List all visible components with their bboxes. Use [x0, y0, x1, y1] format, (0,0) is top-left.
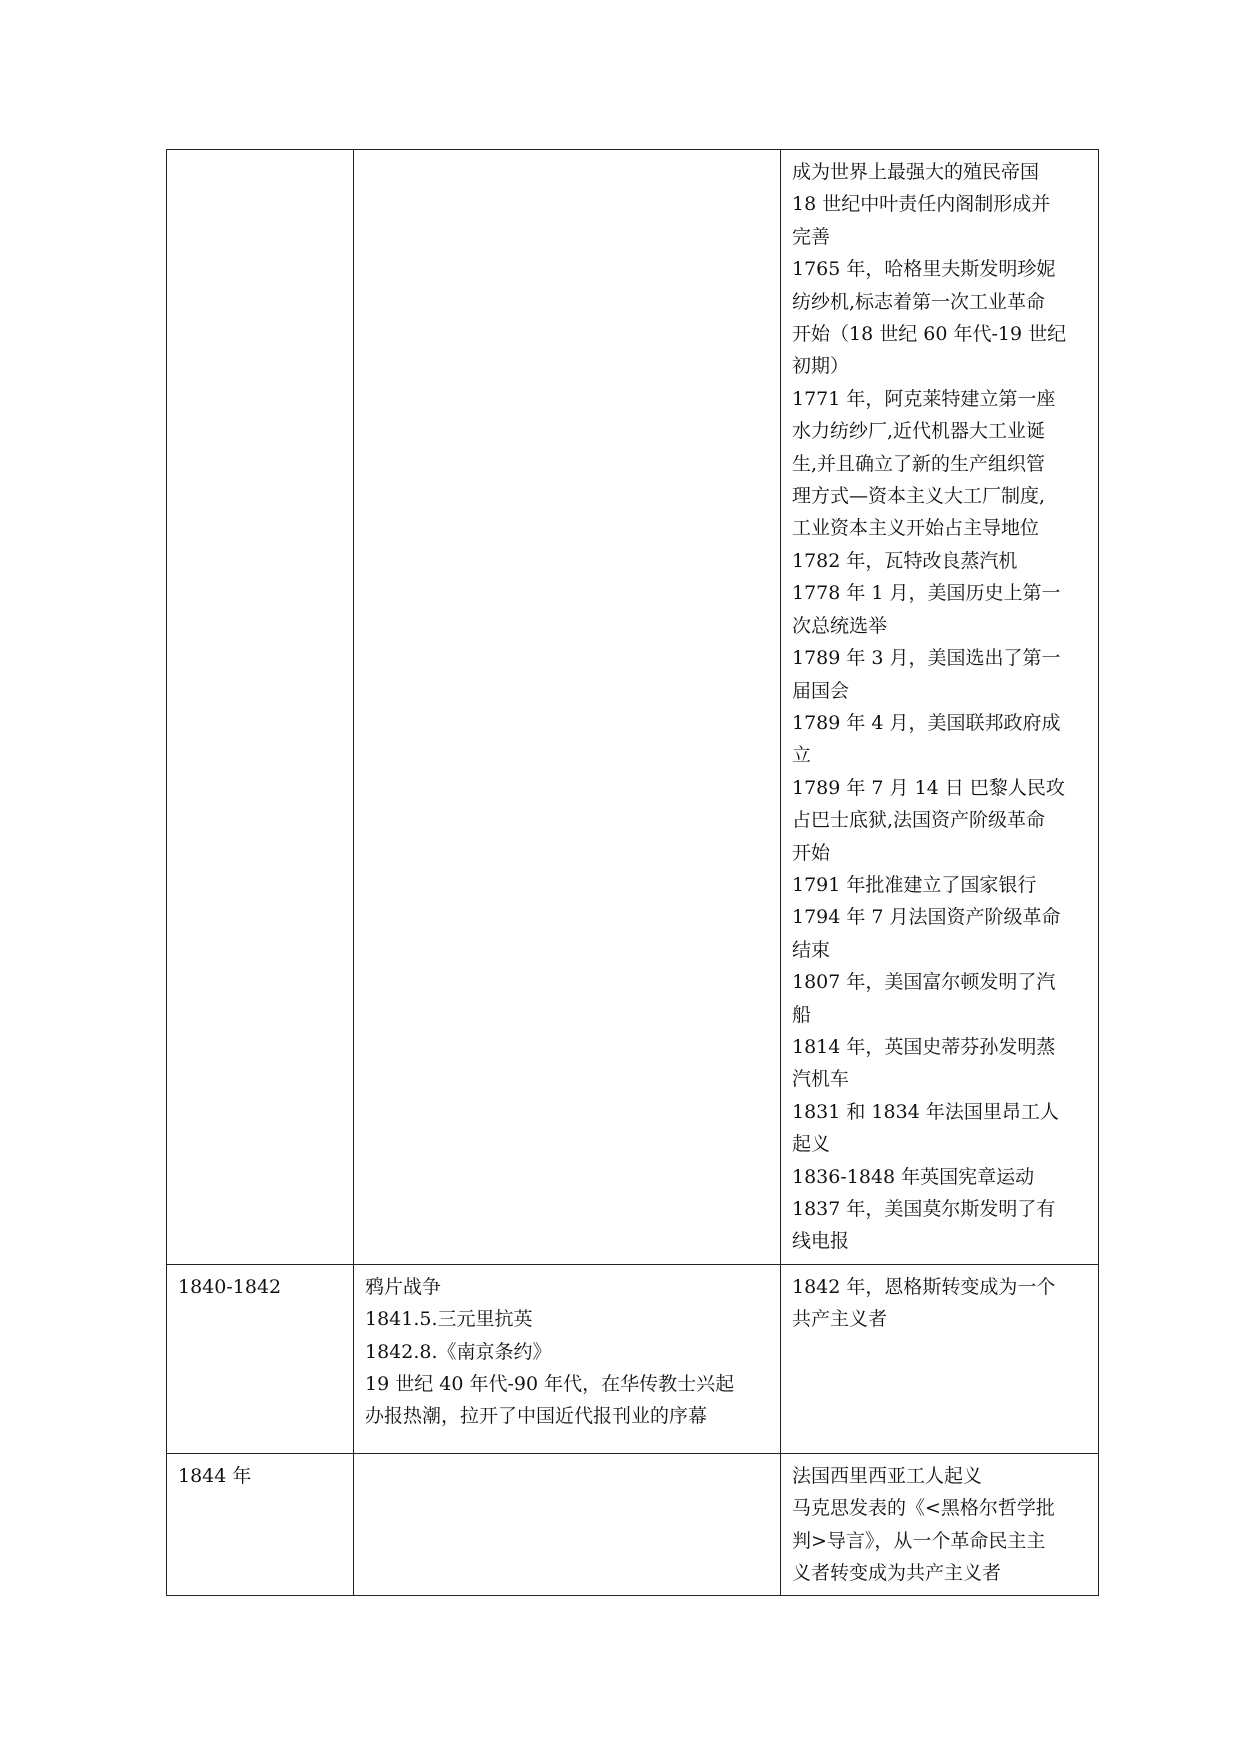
event-line: 起义 [792, 1133, 831, 1156]
event-line: 水力纺纱厂,近代机器大工业诞 [792, 420, 1046, 443]
event-line: 义者转变成为共产主义者 [792, 1562, 1002, 1585]
event-line: 届国会 [792, 679, 850, 702]
event-line: 马克思发表的《<黑格尔哲学批 [792, 1497, 1055, 1520]
china-events-cell [354, 1264, 781, 1453]
period-cell [167, 1453, 354, 1596]
event-line: 汽机车 [792, 1068, 850, 1091]
event-line: 完善 [792, 225, 831, 248]
event-line: 1789 年 7 月 14 日 巴黎人民攻 [792, 776, 1065, 799]
event-line: 纺纱机,标志着第一次工业革命 [792, 290, 1046, 313]
table-row [167, 1264, 1099, 1453]
table-row [167, 1453, 1099, 1596]
history-timeline-table [166, 149, 1099, 1596]
event-line: 鸦片战争 [365, 1275, 442, 1298]
event-line: 1771 年，阿克莱特建立第一座 [792, 387, 1056, 410]
event-line: 1842.8.《南京条约》 [365, 1340, 552, 1363]
period-text: 1844 年 [178, 1464, 252, 1487]
table-row [167, 150, 1099, 1265]
china-events-cell [354, 150, 781, 1265]
event-line: 1842 年，恩格斯转变成为一个 [792, 1275, 1056, 1298]
period-cell [167, 150, 354, 1265]
event-line: 结束 [792, 938, 831, 961]
event-line: 1837 年，美国莫尔斯发明了有 [792, 1198, 1056, 1220]
china-events-cell [354, 1453, 781, 1596]
period-text: 1840-1842 [178, 1275, 282, 1298]
event-line: 1778 年 1 月，美国历史上第一 [792, 582, 1061, 605]
event-line: 1836-1848 年英国宪章运动 [792, 1165, 1035, 1188]
event-line: 生,并且确立了新的生产组织管 [792, 452, 1046, 475]
event-line: 办报热潮，拉开了中国近代报刊业的序幕 [365, 1405, 708, 1428]
world-events-cell [781, 150, 1099, 1265]
event-line: 1791 年批准建立了国家银行 [792, 873, 1037, 896]
event-line: 判>导言》，从一个革命民主主 [792, 1529, 1046, 1552]
event-line: 法国西里西亚工人起义 [792, 1464, 983, 1487]
event-line: 工业资本主义开始占主导地位 [792, 517, 1040, 540]
event-line: 理方式—资本主义大工厂制度, [792, 485, 1046, 508]
event-line: 1841.5.三元里抗英 [365, 1308, 533, 1331]
event-line: 占巴士底狱,法国资产阶级革命 [792, 809, 1046, 832]
event-line: 1831 和 1834 年法国里昂工人 [792, 1100, 1059, 1123]
event-line: 1789 年 3 月，美国选出了第一 [792, 647, 1061, 670]
event-line: 船 [792, 1003, 812, 1026]
event-line: 18 世纪中叶责任内阁制形成并 [792, 193, 1051, 216]
event-line: 1789 年 4 月，美国联邦政府成 [792, 711, 1061, 734]
event-line: 次总统选举 [792, 614, 888, 637]
period-cell [167, 1264, 354, 1453]
event-line: 1814 年，英国史蒂芬孙发明蒸 [792, 1035, 1056, 1058]
event-line: 线电报 [792, 1230, 850, 1253]
world-events-cell [781, 1453, 1099, 1596]
event-line: 1782 年，瓦特改良蒸汽机 [792, 549, 1018, 572]
world-events-cell [781, 1264, 1099, 1453]
event-line: 19 世纪 40 年代-90 年代，在华传教士兴起 [365, 1373, 735, 1396]
event-line: 开始（18 世纪 60 年代-19 世纪 [792, 323, 1067, 346]
event-line: 成为世界上最强大的殖民帝国 [792, 161, 1040, 183]
event-line: 1794 年 7 月法国资产阶级革命 [792, 906, 1061, 929]
event-line: 1765 年，哈格里夫斯发明珍妮 [792, 258, 1056, 281]
event-line: 开始 [792, 841, 831, 864]
event-line: 共产主义者 [792, 1308, 888, 1331]
event-line: 1807 年，美国富尔顿发明了汽 [792, 971, 1056, 994]
event-line: 立 [792, 744, 812, 767]
event-line: 初期） [792, 355, 850, 378]
